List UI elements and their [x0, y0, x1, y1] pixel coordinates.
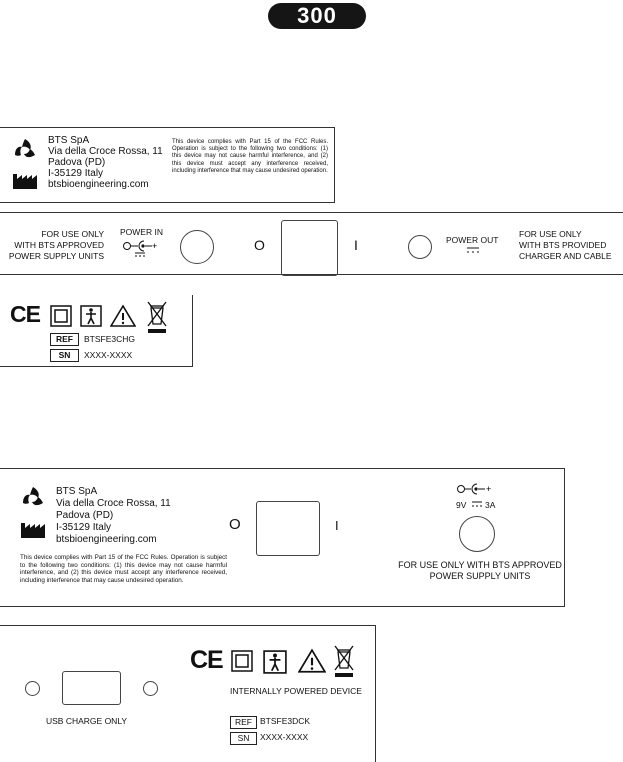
dc-symbol-icon [466, 247, 480, 253]
company-city: Padova (PD) [48, 157, 106, 168]
switch-on-mark: I [335, 518, 339, 533]
class2-insulation-icon [231, 650, 253, 672]
company-zip: I-35129 Italy [48, 168, 104, 179]
sn-value: XXXX-XXXX [84, 350, 133, 360]
dock-back-panel [0, 468, 565, 607]
company-address [56, 486, 196, 546]
indicator-led-left [25, 681, 40, 696]
power-switch[interactable] [256, 501, 320, 556]
indicator-led-right [143, 681, 158, 696]
ref-tag: REF [50, 333, 79, 346]
usb-charge-label: USB CHARGE ONLY [46, 716, 128, 726]
company-street: Via della Croce Rossa, 11 [48, 146, 163, 157]
bts-logo-icon [12, 137, 38, 163]
dock-compliance-label [0, 625, 376, 762]
svg-text:+: + [152, 241, 158, 251]
dc-symbol-icon [471, 501, 483, 507]
caution-warning-icon [298, 648, 326, 674]
dc-input-socket[interactable] [459, 516, 495, 552]
type-bf-applied-part-icon [80, 305, 102, 327]
dc-polarity-icon [456, 481, 496, 497]
power-out-socket[interactable] [408, 235, 432, 259]
product-badge-300: 300 [268, 3, 366, 29]
internally-powered-label: INTERNALLY POWERED DEVICE [230, 686, 362, 696]
rating-volt: 9V [456, 500, 467, 510]
ce-mark: CE [10, 301, 40, 327]
charger-back-panel [0, 212, 623, 275]
ce-mark: CE [190, 646, 223, 674]
power-switch[interactable] [281, 220, 338, 276]
weee-disposal-icon [146, 300, 168, 334]
approved-psu-note: FOR USE ONLY WITH BTS APPROVED POWER SUPPLY UNITS [398, 560, 562, 581]
power-in-label: POWER IN [120, 227, 163, 237]
company-street: Via della Croce Rossa, 11 [56, 498, 171, 509]
power-in-socket[interactable] [180, 230, 214, 264]
sn-value: XXXX-XXXX [260, 732, 309, 742]
fcc-label-charger [0, 127, 335, 203]
ref-value: BTSFE3CHG [84, 334, 136, 344]
rating-amp: 3A [485, 500, 496, 510]
svg-text:+: + [486, 484, 492, 494]
company-web: btsbioengineering.com [56, 534, 157, 545]
class2-insulation-icon [50, 305, 72, 327]
provided-charger-note: FOR USE ONLY WITH BTS PROVIDED CHARGER AND CABLE [519, 229, 612, 261]
sn-tag: SN [230, 732, 257, 745]
manufacturer-icon [20, 519, 46, 539]
power-out-label: POWER OUT [446, 235, 499, 245]
fcc-notice: This device complies with Part 15 of the FCC Rules. Operation is subject to the following two conditions: (1) this device may not cause harmful interference, and (2) this device must accept any interference received, including interference that may cause undesired operation. [172, 139, 328, 174]
ref-tag: REF [230, 716, 257, 729]
dc-polarity-icon [122, 238, 166, 258]
company-address [48, 135, 168, 190]
company-zip: I-35129 Italy [56, 522, 112, 533]
switch-off-mark: O [254, 237, 265, 253]
type-bf-applied-part-icon [263, 650, 287, 674]
fcc-notice: This device complies with Part 15 of the FCC Rules. Operation is subject to the following two conditions: (1) this device may not cause harmful interference, and (2) this device must accept any interference received, including interference that may cause undesired operation. [20, 554, 227, 584]
ref-value: BTSFE3DCK [260, 716, 311, 726]
company-name: BTS SpA [56, 486, 98, 497]
approved-psu-note: FOR USE ONLY WITH BTS APPROVED POWER SUPPLY UNITS [8, 229, 104, 261]
charger-compliance-label [0, 295, 193, 367]
company-city: Padova (PD) [56, 510, 114, 521]
switch-off-mark: O [229, 516, 241, 533]
manufacturer-icon [12, 170, 38, 190]
switch-on-mark: I [354, 237, 358, 253]
company-name: BTS SpA [48, 135, 90, 146]
sn-tag: SN [50, 349, 79, 362]
weee-disposal-icon [333, 644, 355, 678]
caution-warning-icon [110, 304, 136, 328]
bts-logo-icon [20, 485, 46, 511]
usb-port[interactable] [62, 671, 121, 705]
company-web: btsbioengineering.com [48, 179, 149, 190]
